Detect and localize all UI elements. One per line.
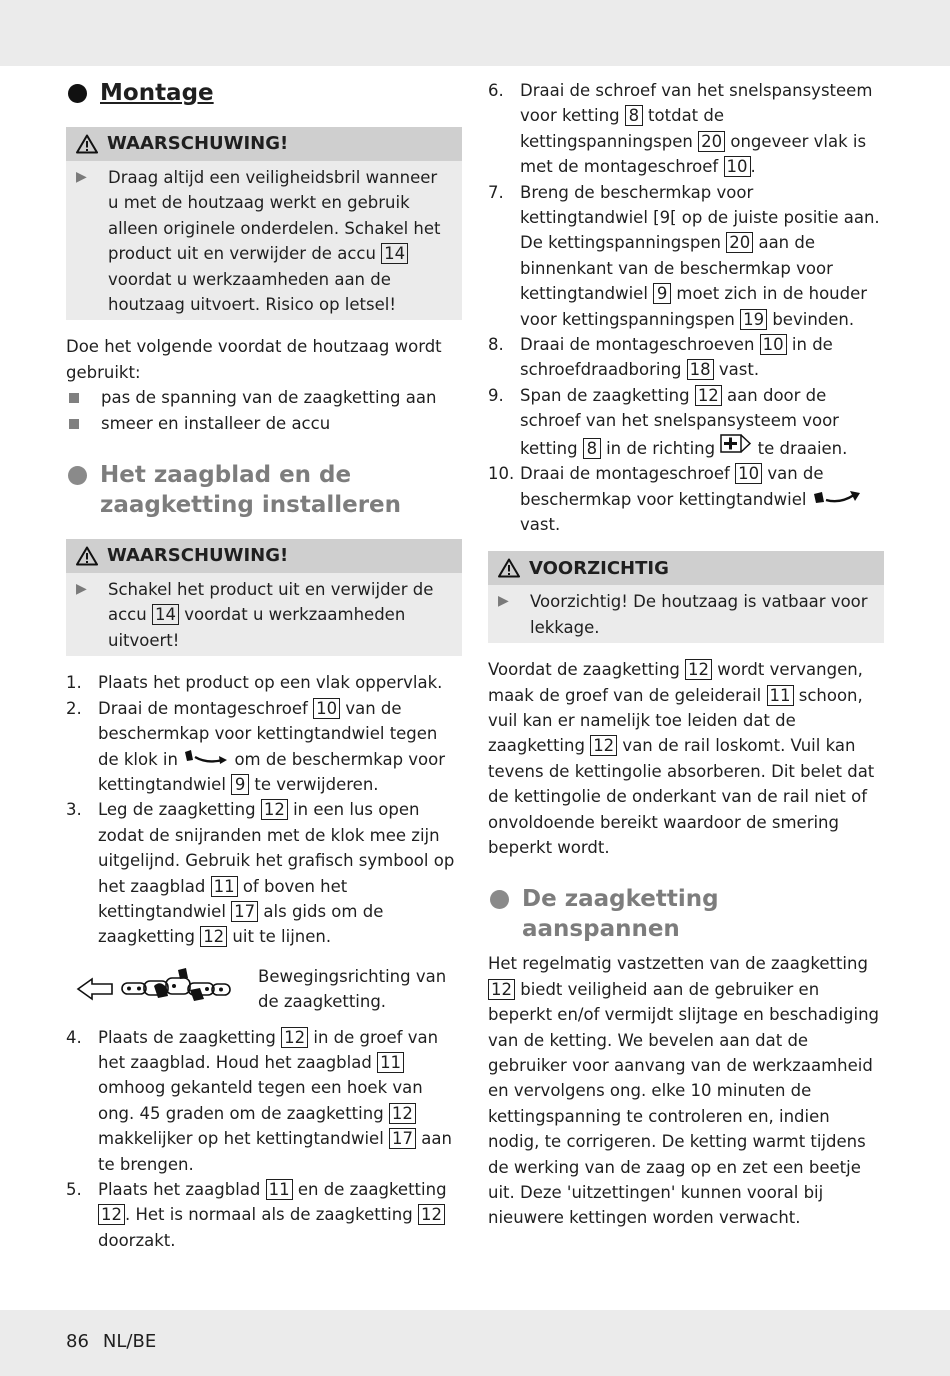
step-item: 1. Plaats het product op een vlak oppervlak. bbox=[66, 673, 443, 693]
bullet-dot-icon bbox=[68, 84, 87, 103]
arrow-right-icon: ▶ bbox=[498, 593, 509, 610]
caution-header: VOORZICHTIG bbox=[488, 551, 884, 585]
bullet-list bbox=[66, 385, 462, 436]
bullet-dot-icon bbox=[68, 466, 87, 485]
tighten-direction-icon bbox=[720, 439, 752, 458]
warning-triangle-icon bbox=[76, 134, 98, 154]
step-item: 8. Draai de montageschroeven 10 in de schroefdraadboring 18 vast. bbox=[488, 335, 833, 380]
section-heading-install: Het zaagblad en de zaagketting installeren bbox=[66, 460, 462, 520]
warning-text: Draag altijd een veiligheidsbril wanneer u met de houtzaag werkt en gebruik alleen originele onderdelen. Schakel het product uit en verwijder de accu 14 voordat u werkzaamheden aan de houtzaag uitvoert. Risico op letsel! bbox=[108, 168, 441, 315]
step-item: 3. Leg de zaagketting 12 in een lus open zodat de snijranden met de klok mee zijn uitgelijnd. Gebruik het grafisch symbool op het zaagblad 11 of boven het kettingtandwiel 17 als gids om de zaagketting 12 uit te lijnen. bbox=[66, 800, 455, 947]
list-item: smeer en installeer de accu bbox=[66, 411, 462, 436]
chain-replace-paragraph: Voordat de zaagketting 12 wordt vervangen, maak de groef van de geleiderail 11 schoon, vuil kan er namelijk toe leiden dat de zaagketting 12 van de rail loskomt. Vuil kan tevens de kettingolie absorberen. Dit belet dat de kettingolie de onderkant van de rail niet of onvoldoende bereikt waardoor de smering beperkt wordt. bbox=[488, 660, 875, 857]
arrow-right-icon: ▶ bbox=[76, 581, 87, 598]
warning-box bbox=[66, 127, 462, 320]
left-column bbox=[66, 78, 462, 1253]
language-code: NL/BE bbox=[102, 1331, 157, 1352]
caution-text: Voorzichtig! De houtzaag is vatbaar voor lekkage. bbox=[530, 592, 868, 637]
caution-box bbox=[488, 551, 884, 643]
step-item: 9. Span de zaagketting 12 aan door de schroef van het snelspansysteem voor ketting 8 in de richting te draaien. bbox=[488, 385, 848, 458]
step-item: 4. Plaats de zaagketting 12 in de groef van het zaagblad. Houd het zaagblad 11 omhoog gekanteld tegen een hoek van ong. 45 graden om de zaagketting 12 makkelijker op het kettingtandwiel 17 aan te brengen. bbox=[66, 1027, 452, 1174]
warning-header: WAARSCHUWING! bbox=[66, 127, 462, 161]
tension-paragraph: Het regelmatig vastzetten van de zaagketting 12 biedt veiligheid aan de gebruiker en beperkt en/of vermijdt slijtage en beschadiging van de ketting. We bevelen aan dat de gebruiker voor aanvang van de werkzaamheid en vervolgens ong. elke 10 minuten de kettingspanning te controleren en, indien nodig, te corrigeren. De ketting warmt tijdens de werking van de zaag op en zet een beetje uit. Deze 'uitzettingen' kunnen vooral bij nieuwere kettingen worden verwacht. bbox=[488, 954, 880, 1228]
warning-header: WAARSCHUWING! bbox=[66, 539, 462, 573]
steps-list bbox=[66, 670, 462, 949]
warning-triangle-icon bbox=[76, 546, 98, 566]
page-footer bbox=[66, 1331, 170, 1352]
top-band bbox=[0, 0, 950, 66]
page-number: 86 bbox=[66, 1331, 89, 1352]
warning-body bbox=[66, 161, 462, 320]
rotate-counterclockwise-icon bbox=[183, 750, 229, 769]
step-item: 7. Breng de beschermkap voor kettingtandwiel [9[ op de juiste positie aan. De kettingspanningspen 20 aan de binnenkant van de beschermkap voor kettingtandwiel 9 moet zich in de houder voor kettingspanningspen 19 bevinden. bbox=[488, 182, 880, 329]
intro-text: Doe het volgende voordat de houtzaag wordt gebruikt: bbox=[66, 337, 442, 382]
caution-body bbox=[488, 585, 884, 643]
right-column bbox=[488, 78, 884, 1231]
step-item: 6. Draai de schroef van het snelspansysteem voor ketting 8 totdat de kettingspanningspen 20 ongeveer vlak is met de montageschroef 10 . bbox=[488, 81, 873, 177]
section-heading-tension: De zaagketting aanspannen bbox=[488, 884, 884, 944]
square-bullet-icon bbox=[69, 419, 79, 429]
chain-direction-icon bbox=[74, 966, 234, 1012]
warning-body bbox=[66, 573, 462, 656]
step-item: 2. Draai de montageschroef 10 van de beschermkap voor kettingtandwiel tegen de klok in om de beschermkap voor kettingtandwiel 9 te verwijderen. bbox=[66, 698, 446, 794]
step-item: 10. Draai de montageschroef 10 van de beschermkap voor kettingtandwiel vast. bbox=[488, 461, 884, 537]
rotate-clockwise-icon bbox=[812, 490, 862, 509]
steps-list bbox=[488, 78, 884, 537]
warning-triangle-icon bbox=[498, 558, 520, 578]
bullet-dot-icon bbox=[490, 890, 509, 909]
square-bullet-icon bbox=[69, 393, 79, 403]
steps-list bbox=[66, 1025, 462, 1254]
chain-direction-figure bbox=[66, 964, 462, 1015]
section-heading-montage: Montage bbox=[66, 78, 462, 108]
direction-caption: Bewegingsrichting van de zaagketting. bbox=[258, 966, 447, 1012]
warning-box bbox=[66, 539, 462, 656]
warning-text: Schakel het product uit en verwijder de accu 14 voordat u werkzaamheden uitvoert! bbox=[108, 580, 434, 650]
step-item: 5. Plaats het zaagblad 11 en de zaagketting 12 . Het is normaal als de zaagketting 12 doorzakt. bbox=[66, 1180, 447, 1250]
list-item: pas de spanning van de zaagketting aan bbox=[66, 385, 462, 410]
arrow-right-icon: ▶ bbox=[76, 169, 87, 185]
